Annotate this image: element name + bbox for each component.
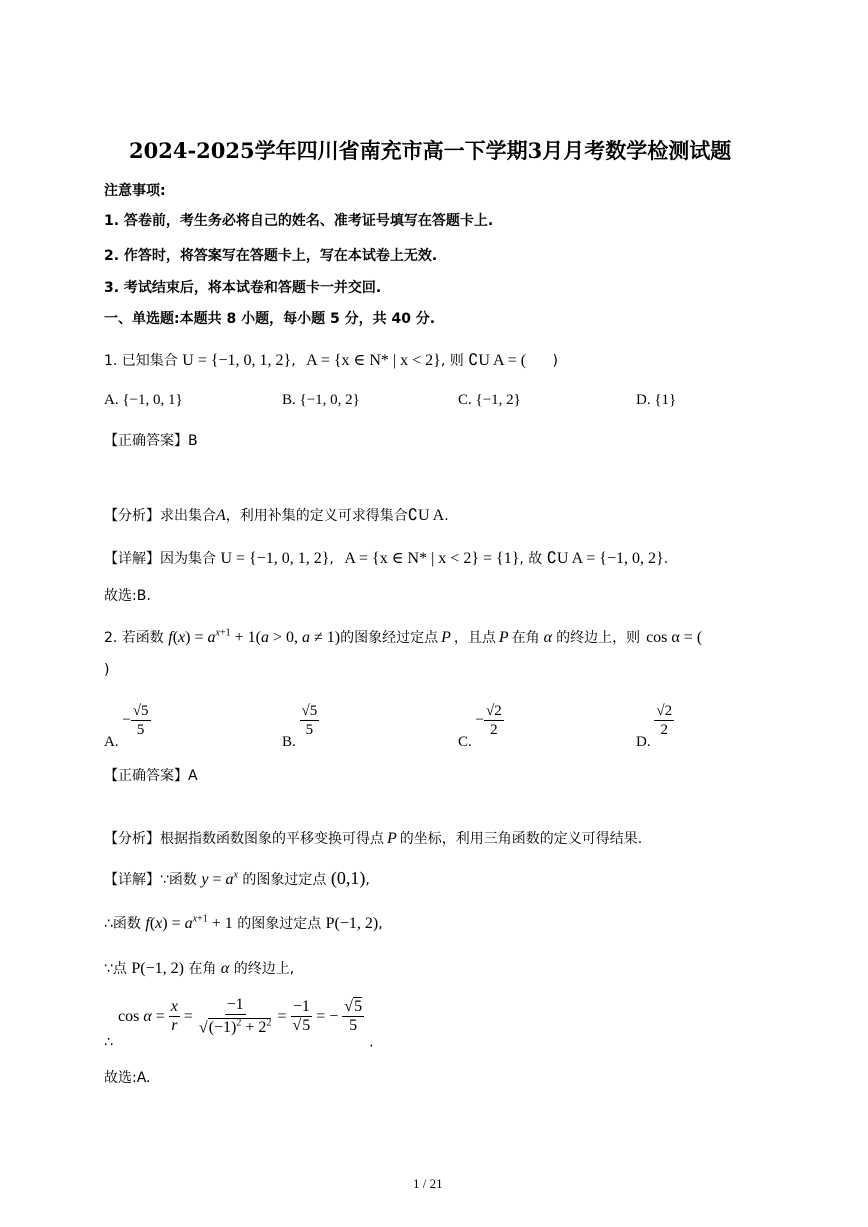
detail-therefore: ∴ [104, 1034, 113, 1051]
q2-text: 的图象经过定点 [340, 630, 439, 646]
detail-text: 【详解】∵函数 [104, 872, 197, 888]
q2-answer: 【正确答案】A [104, 768, 198, 784]
detail-end: . [369, 1034, 374, 1051]
detail-set-u: U = {−1, 0, 1, 2} [220, 550, 330, 567]
section-heading: 一、单选题:本题共 8 小题，每小题 5 分，共 40 分. [104, 311, 436, 327]
q2-stem [104, 627, 702, 647]
option-fraction [131, 702, 151, 739]
page-title: 2024-2025学年四川省南充市高一下学期3月月考数学检测试题 [129, 138, 732, 163]
detail-text: ∴函数 [104, 916, 141, 932]
q2-prefix: 2. 若函数 [104, 630, 164, 646]
notice-item-3: 3. 考试结束后，将本试卷和答题卡一并交回. [104, 280, 382, 296]
detail-text: 的图象过定点 [242, 872, 327, 888]
detail-text: 【详解】因为集合 [104, 551, 216, 567]
option-sign: − [122, 711, 131, 728]
option-value: {−1, 0, 2} [299, 392, 360, 408]
option-label: A. [104, 733, 119, 750]
analysis-end: 的坐标，利用三角函数的定义可得结果. [399, 831, 643, 847]
q1-set-a: A = {x ∈ N* | x < 2} [306, 352, 441, 369]
q1-analysis [104, 505, 449, 525]
option-label: A. [104, 392, 119, 408]
q1-then: , 则 [440, 353, 464, 369]
option-value: {−1, 2} [475, 392, 521, 408]
analysis-text: 【分析】根据指数函数图象的平移变换可得点 [104, 831, 384, 847]
q1-option-d [636, 392, 676, 409]
analysis-complement: ∁U A [407, 507, 445, 524]
q2-cos: cos α = ( [646, 629, 703, 646]
q2-function: $f(x) = a^{x+1} + 1(a > 0$, a ≠ 1) [168, 627, 341, 646]
q2-detail-1 [104, 868, 370, 889]
option-fraction [484, 702, 504, 739]
detail-function: $f(x) = a^{x+1} + 1$ [145, 913, 233, 932]
option-label: D. [636, 392, 651, 408]
fraction-num: √5 [132, 703, 149, 719]
q1-option-c [458, 392, 521, 409]
detail-text: ∵点 [104, 961, 127, 977]
detail-text: , 故 [519, 551, 543, 567]
detail-text: 的终边上, [233, 961, 295, 977]
q1-option-a [104, 392, 183, 409]
q1-prefix: 1. 已知集合 [104, 353, 178, 369]
q2-choose: 故选:A. [104, 1070, 151, 1086]
q2-analysis [104, 828, 642, 848]
q1-detail: 【详解】因为集合 U = {−1, 0, 1, 2}, A = {x ∈ N* | x < 2} = {1}, 故 ∁U A = {−1, 0, 2}. [104, 550, 669, 567]
q2-point: P [498, 629, 509, 646]
option-label: B. [282, 733, 296, 750]
detail-end: , [378, 916, 383, 932]
detail-point: (0,1) [330, 868, 366, 888]
detail-end: , [365, 872, 370, 888]
option-label: C. [458, 392, 472, 408]
detail-text: 在角 [188, 961, 217, 977]
notice-item-1: 1. 答卷前，考生务必将自己的姓名、准考证号填写在答题卡上. [104, 213, 494, 229]
fraction-den: 5 [305, 722, 314, 738]
page-number: 1 / 21 [413, 1176, 443, 1191]
analysis-end: . [444, 508, 449, 524]
fraction-num: √2 [656, 703, 673, 719]
q2-option-b [282, 702, 319, 751]
q1-stem [104, 350, 558, 370]
option-value: {1} [654, 392, 677, 408]
q2-detail-3 [104, 958, 294, 978]
q2-angle: α [543, 629, 553, 646]
analysis-text: ，利用补集的定义可求得集合 [225, 508, 408, 524]
detail-point: P(−1, 2) [325, 915, 379, 932]
q2-text: 的终边上，则 [556, 630, 641, 646]
detail-complement: ∁U A = {−1, 0, 2} [546, 550, 664, 567]
option-value: {−1, 0, 1} [122, 392, 183, 408]
q2-option-d [636, 702, 674, 751]
q2-option-c [458, 702, 504, 751]
detail-point: P(−1, 2) [131, 960, 184, 977]
q1-close: ) [552, 353, 558, 369]
fraction-den: 5 [136, 722, 145, 738]
q2-option-a [104, 702, 151, 751]
option-fraction [654, 702, 674, 739]
q1-answer: 【正确答案】B [104, 433, 198, 449]
fraction-num: √5 [301, 703, 318, 719]
q2-point: P [441, 629, 451, 646]
analysis-text: 【分析】求出集合 [104, 508, 216, 524]
q1-complement: ∁U A = ( [468, 352, 527, 369]
q1-comma: , [291, 353, 296, 369]
notice-heading: 注意事项: [104, 183, 166, 199]
notice-item-2: 2. 作答时，将答案写在答题卡上，写在本试卷上无效. [104, 248, 438, 264]
cos-derivation: cos α = $\frac{x}{r}$ = $\frac{-1}{√(-1)^2 + 2^2}$ = $\frac{-1}{√5}$ = − $\frac{√5}{5}$ [118, 996, 363, 1037]
q1-option-b [282, 392, 360, 409]
detail-function: $y = a^x$ [201, 869, 238, 888]
detail-text: 的图象过定点 [237, 916, 322, 932]
q2-detail-2 [104, 913, 383, 933]
detail-angle: α [220, 960, 230, 977]
option-sign: − [475, 711, 484, 728]
q2-detail-4 [104, 996, 374, 1051]
option-label: D. [636, 733, 651, 750]
option-label: C. [458, 733, 472, 750]
option-label: B. [282, 392, 296, 408]
q2-text: ，且点 [453, 630, 496, 646]
q2-close: ) [104, 662, 110, 678]
option-fraction [300, 702, 320, 739]
fraction-num: √2 [485, 703, 502, 719]
analysis-set: A [216, 507, 226, 524]
analysis-point: P [387, 830, 397, 847]
fraction-den: 2 [660, 722, 668, 738]
detail-set-a: A = {x ∈ N* | x < 2} = {1} [344, 550, 520, 567]
fraction-den: 2 [490, 722, 498, 738]
q1-set-u: U = {−1, 0, 1, 2} [182, 352, 292, 369]
detail-end: . [663, 551, 669, 567]
q1-choose: 故选:B. [104, 588, 151, 604]
q2-text: 在角 [511, 630, 540, 646]
